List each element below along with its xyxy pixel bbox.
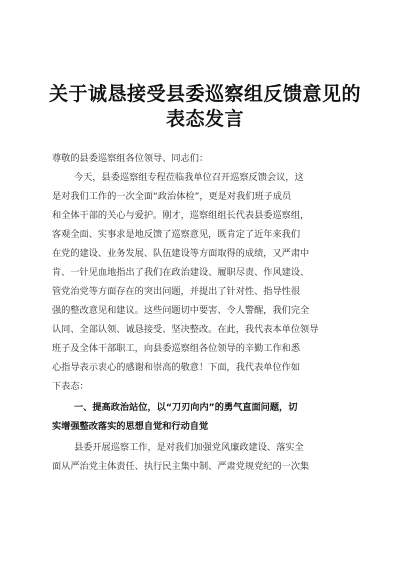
paragraph-1-line: 认同、全部认领、诚恳接受、坚决整改。在此，我代表本单位领导 <box>52 324 319 335</box>
paragraph-1-line: 在党的建设、业务发展、队伍建设等方面取得的成绩，又严肃中 <box>52 248 310 259</box>
section-heading-1-line-1: 一、提高政治站位，以“刀刃向内”的勇气直面问题，切 <box>74 402 298 413</box>
paragraph-1-line: 管党治党等方面存在的突出问题，并提出了针对性、指导性很 <box>52 286 301 297</box>
paragraph-2-line: 县委开展巡察工作，是对我们加强党风廉政建设、落实全 <box>74 442 304 453</box>
paragraph-1-line: 下表态： <box>52 381 89 392</box>
paragraph-1-line: 班子及全体干部职工，向县委巡察组各位领导的辛勤工作和悉 <box>52 343 301 354</box>
paragraph-1-line: 和全体干部的关心与爱护。刚才，巡察组组长代表县委巡察组， <box>52 210 310 221</box>
salutation: 尊敬的县委巡察组各位领导、同志们： <box>52 153 209 164</box>
document-title-line-2: 表态发言 <box>165 108 244 130</box>
document-title-line-1: 关于诚恳接受县委巡察组反馈意见的 <box>48 83 361 105</box>
paragraph-1-line: 今天，县委巡察组专程莅临我单位召开巡察反馈会议，这 <box>74 172 304 183</box>
paragraph-2-line: 面从严治党主体责任、执行民主集中制、严肃党规党纪的一次集 <box>52 461 310 472</box>
section-heading-1-line-2: 实增强整改落实的思想自觉和行动自觉 <box>52 421 209 432</box>
paragraph-1-line: 是对我们工作的一次全面“政治体检”，更是对我们班子成员 <box>52 191 292 202</box>
paragraph-1-line: 强的整改意见和建议。这些问题切中要害、令人警醒，我们完全 <box>52 305 310 316</box>
paragraph-1-line: 肯、一针见血地指出了我们在政治建设、履职尽责、作风建设、 <box>52 267 310 278</box>
paragraph-1-line: 心指导表示衷心的感谢和崇高的敬意！下面，我代表单位作如 <box>52 362 301 373</box>
paragraph-1-line: 客观全面、实事求是地反馈了巡察意见，既肯定了近年来我们 <box>52 229 301 240</box>
